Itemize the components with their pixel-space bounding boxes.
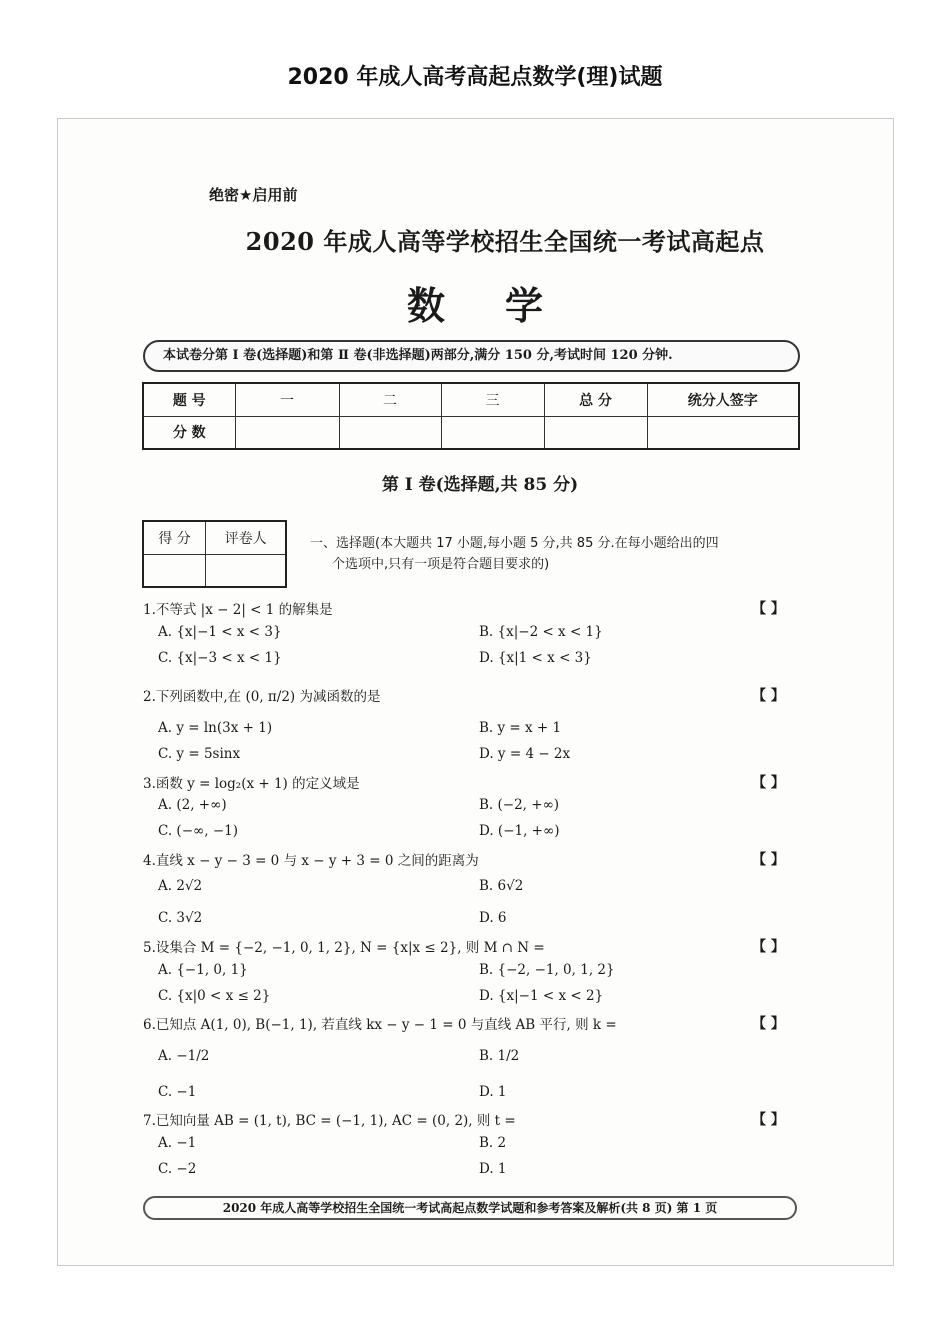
- document-title: 2020 年成人高考高起点数学(理)试题: [287, 65, 663, 90]
- option-d: D. 1: [479, 1161, 507, 1177]
- option-b: B. {−2, −1, 0, 1, 2}: [479, 962, 615, 978]
- grader-score-label: 得 分: [143, 521, 206, 554]
- score-header-cell: 统分人签字: [647, 383, 799, 416]
- option-c: C. 3√2: [158, 910, 203, 926]
- question-stem: 7.已知向量 AB = (1, t), BC = (−1, 1), AC = (0, 2), 则 t =: [143, 1113, 516, 1129]
- grader-name-label: 评卷人: [206, 521, 286, 554]
- question-stem: 5.设集合 M = {−2, −1, 0, 1, 2}, N = {x|x ≤ 2}, 则 M ∩ N =: [143, 940, 545, 956]
- score-header-cell: 三: [441, 383, 544, 416]
- score-header-cell: 二: [339, 383, 441, 416]
- option-a: A. y = ln(3x + 1): [158, 720, 273, 736]
- option-d: D. 6: [479, 910, 507, 926]
- answer-bracket: 【 】: [752, 939, 785, 955]
- option-d: D. {x|1 < x < 3}: [479, 650, 592, 666]
- score-header-cell: 总 分: [544, 383, 647, 416]
- question-stem: 4.直线 x − y − 3 = 0 与 x − y + 3 = 0 之间的距离为: [143, 853, 479, 869]
- option-b: B. (−2, +∞): [479, 797, 560, 813]
- score-cell: [441, 416, 544, 449]
- answer-bracket: 【 】: [752, 775, 785, 791]
- option-c: C. −2: [158, 1161, 197, 1177]
- grader-table: [142, 520, 287, 588]
- answer-bracket: 【 】: [752, 688, 785, 704]
- question-stem: 1.不等式 |x − 2| < 1 的解集是: [143, 602, 333, 618]
- section-instructions: [310, 533, 800, 575]
- option-d: D. (−1, +∞): [479, 823, 560, 839]
- option-c: C. −1: [158, 1084, 197, 1100]
- score-cell: [235, 416, 339, 449]
- option-c: C. {x|0 < x ≤ 2}: [158, 988, 271, 1004]
- option-b: B. y = x + 1: [479, 720, 562, 736]
- option-a: A. (2, +∞): [158, 797, 227, 813]
- score-header-cell: 题 号: [143, 383, 235, 416]
- score-table: [142, 382, 800, 450]
- option-a: A. −1/2: [158, 1048, 210, 1064]
- option-b: B. 6√2: [479, 878, 524, 894]
- option-a: A. {x|−1 < x < 3}: [158, 624, 282, 640]
- section-instructions-line: 个选项中,只有一项是符合题目要求的): [332, 557, 550, 572]
- option-c: C. (−∞, −1): [158, 823, 239, 839]
- page-footer: 2020 年成人高等学校招生全国统一考试高起点数学试题和参考答案及解析(共 8 页) 第 1 页: [143, 1196, 797, 1220]
- option-d: D. 1: [479, 1084, 507, 1100]
- score-header-cell: 一: [235, 383, 339, 416]
- exam-notice: 本试卷分第 Ⅰ 卷(选择题)和第 Ⅱ 卷(非选择题)两部分,满分 150 分,考试时间 120 分钟.: [143, 340, 800, 372]
- secret-label: 绝密★启用前: [209, 186, 298, 204]
- question-stem: 2.下列函数中,在 (0, π/2) 为减函数的是: [143, 689, 381, 705]
- option-a: A. {−1, 0, 1}: [158, 962, 248, 978]
- option-a: A. 2√2: [158, 878, 203, 894]
- score-cell: [544, 416, 647, 449]
- option-d: D. {x|−1 < x < 2}: [479, 988, 604, 1004]
- option-c: C. {x|−3 < x < 1}: [158, 650, 282, 666]
- answer-bracket: 【 】: [752, 1112, 785, 1128]
- part-title: 第 Ⅰ 卷(选择题,共 85 分): [381, 475, 579, 495]
- option-b: B. 1/2: [479, 1048, 520, 1064]
- answer-bracket: 【 】: [752, 601, 785, 617]
- section-instructions-line: 一、选择题(本大题共 17 小题,每小题 5 分,共 85 分.在每小题给出的四: [310, 536, 719, 551]
- grader-cell: [143, 554, 206, 587]
- question-stem: 6.已知点 A(1, 0), B(−1, 1), 若直线 kx − y − 1 = 0 与直线 AB 平行, 则 k =: [143, 1017, 617, 1033]
- option-a: A. −1: [158, 1135, 197, 1151]
- option-c: C. y = 5sinx: [158, 746, 241, 762]
- option-b: B. 2: [479, 1135, 507, 1151]
- score-cell: [339, 416, 441, 449]
- answer-bracket: 【 】: [752, 1016, 785, 1032]
- answer-bracket: 【 】: [752, 852, 785, 868]
- question-stem: 3.函数 y = log₂(x + 1) 的定义域是: [143, 776, 360, 792]
- option-b: B. {x|−2 < x < 1}: [479, 624, 603, 640]
- score-row-label: 分 数: [143, 416, 235, 449]
- option-d: D. y = 4 − 2x: [479, 746, 571, 762]
- subject-title: 数学: [406, 283, 603, 328]
- exam-title: 2020 年成人高等学校招生全国统一考试高起点: [245, 227, 765, 256]
- grader-cell: [206, 554, 286, 587]
- score-cell: [647, 416, 799, 449]
